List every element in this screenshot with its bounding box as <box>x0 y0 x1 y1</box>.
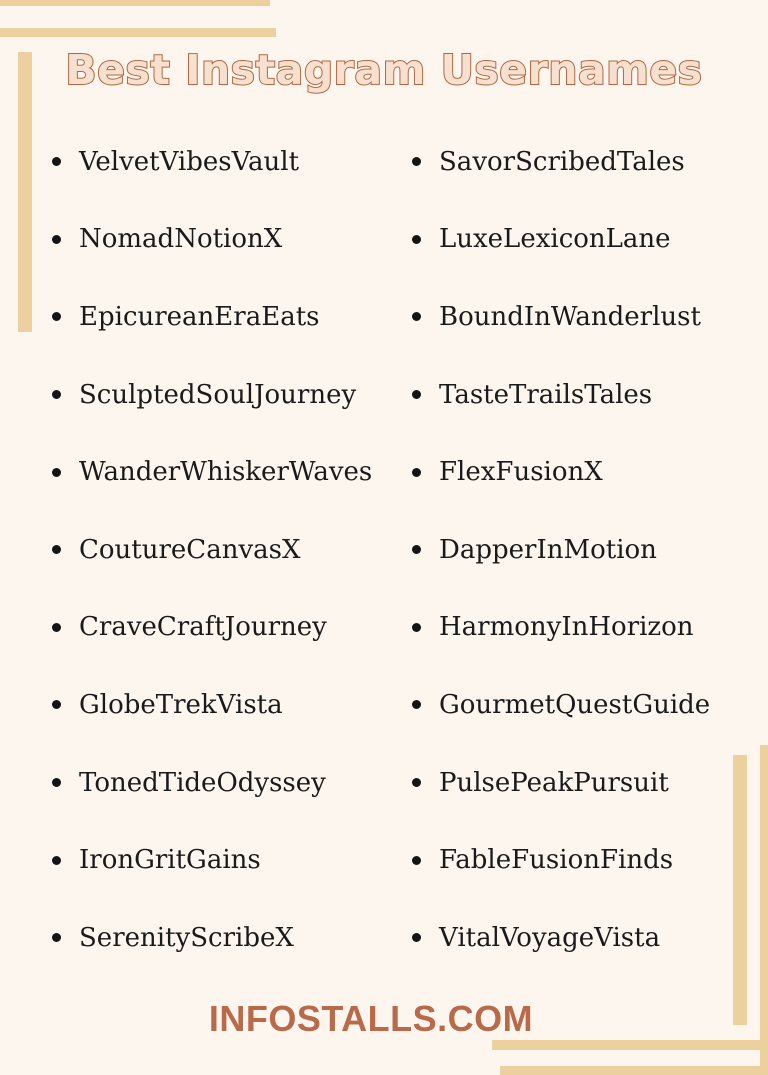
username-label: EpicureanEraEats <box>79 301 320 332</box>
username-label: NomadNotionX <box>79 224 283 255</box>
username-label: LuxeLexiconLane <box>439 224 671 255</box>
bullet-icon <box>412 468 421 477</box>
username-label: DapperInMotion <box>439 534 657 565</box>
bullet-icon <box>52 545 61 554</box>
list-item <box>412 201 710 279</box>
list-item <box>52 821 372 899</box>
bottom-right-stripe-1 <box>492 1040 768 1050</box>
username-label: BoundInWanderlust <box>439 301 701 332</box>
username-label: VitalVoyageVista <box>439 922 661 953</box>
bullet-icon <box>412 157 421 166</box>
bullet-icon <box>412 700 421 709</box>
list-item <box>52 201 372 279</box>
bullet-icon <box>412 778 421 787</box>
list-item <box>412 511 710 589</box>
username-label: SculptedSoulJourney <box>79 379 357 410</box>
bullet-icon <box>52 933 61 942</box>
username-label: FlexFusionX <box>439 457 603 488</box>
site-watermark: INFOSTALLS.COM <box>208 998 534 1039</box>
list-item <box>52 433 372 511</box>
list-item <box>412 433 710 511</box>
list-item <box>412 123 710 201</box>
bullet-icon <box>412 235 421 244</box>
username-label: SavorScribedTales <box>439 146 685 177</box>
username-label: SerenityScribeX <box>79 922 294 953</box>
username-label: GourmetQuestGuide <box>439 689 711 720</box>
bullet-icon <box>412 933 421 942</box>
username-label: FableFusionFinds <box>439 845 674 876</box>
page-title: Best Instagram Usernames <box>65 46 703 94</box>
bullet-icon <box>52 390 61 399</box>
right-vertical-stripe-1 <box>733 755 747 1025</box>
username-label: WanderWhiskerWaves <box>79 457 373 488</box>
username-label: CraveCraftJourney <box>79 612 327 643</box>
right-vertical-stripe-2 <box>760 745 768 1075</box>
username-label: TasteTrailsTales <box>439 379 653 410</box>
bullet-icon <box>412 390 421 399</box>
username-label: HarmonyInHorizon <box>439 612 694 643</box>
list-item <box>52 123 372 201</box>
username-label: CoutureCanvasX <box>79 534 301 565</box>
list-item <box>52 511 372 589</box>
bullet-icon <box>412 623 421 632</box>
list-item <box>412 821 710 899</box>
list-item <box>52 278 372 356</box>
list-item <box>52 356 372 434</box>
top-left-stripe-2 <box>0 28 276 37</box>
bullet-icon <box>412 545 421 554</box>
list-item <box>412 589 710 667</box>
username-label: TonedTideOdyssey <box>79 767 326 798</box>
list-item <box>52 899 372 977</box>
list-item <box>412 666 710 744</box>
bottom-right-stripe-2 <box>500 1066 768 1075</box>
bullet-icon <box>412 312 421 321</box>
left-vertical-stripe <box>18 52 32 332</box>
list-item <box>52 666 372 744</box>
bullet-icon <box>52 468 61 477</box>
list-item <box>412 356 710 434</box>
username-label: VelvetVibesVault <box>79 146 300 177</box>
list-item <box>52 589 372 667</box>
bullet-icon <box>52 856 61 865</box>
bullet-icon <box>412 856 421 865</box>
bullet-icon <box>52 778 61 787</box>
username-label: GlobeTrekVista <box>79 689 283 720</box>
bullet-icon <box>52 623 61 632</box>
username-label: PulsePeakPursuit <box>439 767 669 798</box>
list-item <box>412 278 710 356</box>
bullet-icon <box>52 312 61 321</box>
right-username-list <box>412 123 710 977</box>
list-item <box>412 899 710 977</box>
left-username-list <box>52 123 372 977</box>
username-label: IronGritGains <box>79 845 261 876</box>
top-left-stripe-1 <box>0 0 270 6</box>
bullet-icon <box>52 235 61 244</box>
list-item <box>412 744 710 822</box>
bullet-icon <box>52 700 61 709</box>
list-item <box>52 744 372 822</box>
bullet-icon <box>52 157 61 166</box>
